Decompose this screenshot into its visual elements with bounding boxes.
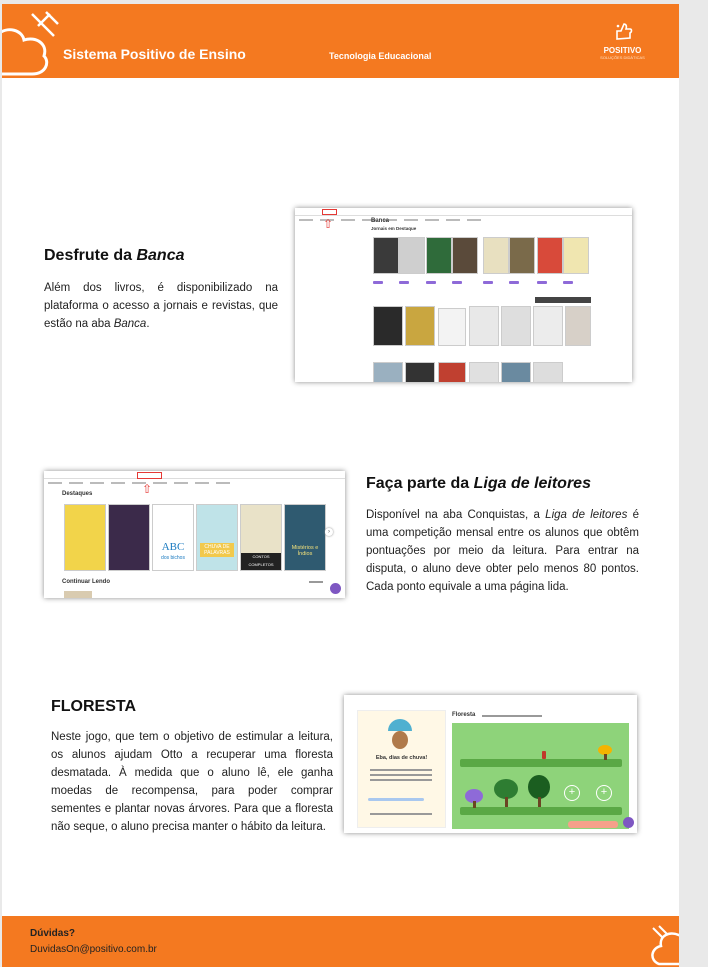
tree-trunk [538, 797, 541, 807]
reading-kid-icon [647, 922, 679, 967]
body-text-end: é uma competição mensal entre os alunos que obtêm pontuações por meio da leitura. Para entrar na disputa, o aluno deve obter pelo menos 80 pontos. Cada ponto equivale a uma página lida. [366, 509, 639, 593]
chat-fab-icon[interactable] [330, 583, 341, 594]
newspaper-cover[interactable] [501, 306, 531, 346]
book-cover[interactable] [240, 504, 282, 571]
umbrella-icon [388, 719, 412, 731]
tag [373, 281, 383, 284]
magazine-cover[interactable] [537, 237, 563, 274]
newspaper-cover[interactable] [373, 306, 403, 346]
arrow-up-icon: ⇧ [323, 217, 334, 231]
magazine-cover[interactable] [399, 237, 425, 274]
magazine-cover[interactable] [373, 237, 399, 274]
section-title-floresta: FLORESTA [51, 698, 137, 715]
header-title: Sistema Positivo de Ensino [63, 46, 246, 62]
tag [426, 281, 436, 284]
section-body-floresta: Neste jogo, que tem o objetivo de estimular a leitura, os alunos ajudam Otto a recuperar uma floresta desmatada. À medida que o aluno lê, ele ganha moedas de recompensa, para poder comprar sementes e plantar novas árvores. Para que a floresta não seque, o aluno precisa manter o hábito da leitura. [51, 731, 333, 833]
title-emphasis: Banca [136, 247, 185, 264]
mini-nav [295, 208, 632, 216]
magazine-cover[interactable] [426, 237, 452, 274]
body-emphasis: Banca [113, 318, 147, 330]
subtitle-line [482, 715, 542, 717]
newspaper-cover[interactable] [405, 306, 435, 346]
banca-tab-highlight [322, 209, 337, 215]
conquistas-tab-highlight [137, 472, 162, 479]
magazine-cover[interactable] [452, 237, 478, 274]
arrow-up-icon: ⇧ [142, 482, 153, 496]
newspaper-cover[interactable] [501, 362, 531, 382]
book-cover[interactable] [284, 504, 326, 571]
footer-email[interactable]: DuvidasOn@positivo.com.br [30, 944, 157, 955]
magazine-cover[interactable] [509, 237, 535, 274]
title-emphasis: Liga de leitores [473, 475, 591, 492]
shop-button[interactable] [568, 821, 618, 828]
book-cover[interactable] [64, 591, 92, 598]
floresta-screenshot [344, 695, 637, 833]
carousel-next-button[interactable]: › [325, 528, 333, 536]
header-subtitle: Tecnologia Educacional [329, 51, 432, 61]
section-title-liga [366, 475, 591, 493]
cover-text: ABC [161, 541, 185, 553]
tag [537, 281, 547, 284]
cover-text: CHUVA DE PALAVRAS [200, 543, 234, 557]
text-line [370, 813, 432, 815]
page-header [2, 4, 679, 78]
forest-field [452, 723, 629, 829]
section-bar [535, 297, 591, 303]
section-body-banca [44, 279, 278, 333]
reading-kid-icon [2, 4, 72, 78]
cover-text: Mistérios e Índios [291, 545, 319, 557]
footer-label: Dúvidas? [30, 928, 76, 939]
body-text-end: . [146, 318, 150, 330]
tree-icon [494, 779, 518, 799]
newspaper-cover[interactable] [438, 362, 466, 382]
newspaper-cover[interactable] [469, 362, 499, 382]
rain-card [357, 710, 446, 828]
liga-screenshot [44, 471, 345, 598]
continuar-lendo-heading: Continuar Lendo [62, 579, 110, 585]
magazine-cover[interactable] [483, 237, 509, 274]
tag [483, 281, 493, 284]
sprout-icon [542, 751, 546, 759]
banca-heading: Banca [371, 218, 390, 224]
progress-bar [368, 798, 424, 801]
newspaper-cover[interactable] [373, 362, 403, 382]
rain-card-title: Eba, dias de chuva! [375, 755, 428, 761]
chat-fab-icon[interactable] [623, 817, 634, 828]
positivo-logo [595, 22, 650, 60]
newspaper-cover[interactable] [438, 308, 466, 346]
tree-trunk [505, 797, 508, 807]
book-cover[interactable] [152, 504, 194, 571]
tag [452, 281, 462, 284]
body-emphasis: Liga de leitores [545, 509, 628, 521]
book-cover[interactable] [64, 504, 106, 571]
tag [563, 281, 573, 284]
positivo-logo-icon [613, 22, 633, 40]
brand-tagline: SOLUÇÕES DIDÁTICAS [600, 55, 645, 60]
title-text: Faça parte da [366, 475, 474, 492]
floresta-heading: Floresta [452, 712, 476, 718]
body-text: Além dos livros, é disponibilizado na plataforma o acesso a jornais e revistas, que estão na aba [44, 282, 278, 330]
plus-icon[interactable]: + [564, 785, 580, 801]
document-page [2, 4, 679, 967]
destaques-heading: Destaques [62, 491, 93, 497]
book-cover[interactable] [196, 504, 238, 571]
magazine-cover[interactable] [563, 237, 589, 274]
shelf-row [460, 759, 622, 767]
plus-icon[interactable]: + [596, 785, 612, 801]
body-text: Disponível na aba Conquistas, a [366, 509, 546, 521]
tree-trunk [473, 801, 476, 808]
text-line [370, 774, 432, 776]
banca-subheading: Jornais em Destaque [371, 226, 417, 231]
book-cover[interactable] [108, 504, 150, 571]
cover-text: dos bichos [161, 555, 185, 561]
newspaper-cover[interactable] [565, 306, 591, 346]
section-title-banca [44, 247, 185, 265]
see-all-link [309, 581, 323, 583]
text-line [370, 769, 432, 771]
newspaper-cover[interactable] [405, 362, 435, 382]
tag [399, 281, 409, 284]
tag [509, 281, 519, 284]
newspaper-cover[interactable] [533, 362, 563, 382]
page-footer [2, 916, 679, 967]
newspaper-cover[interactable] [469, 306, 499, 346]
cover-text: CONTOS COMPLETOS [241, 553, 281, 570]
banca-screenshot [295, 208, 632, 382]
mini-nav [44, 471, 345, 479]
otto-character-icon [392, 731, 408, 749]
title-text: Desfrute da [44, 247, 137, 264]
newspaper-cover[interactable] [533, 306, 563, 346]
shelf-row [460, 807, 622, 815]
section-body-liga [366, 506, 639, 596]
text-line [370, 779, 432, 781]
tree-trunk [604, 754, 607, 760]
brand-name: POSITIVO [603, 46, 642, 55]
tree-icon [528, 775, 550, 799]
